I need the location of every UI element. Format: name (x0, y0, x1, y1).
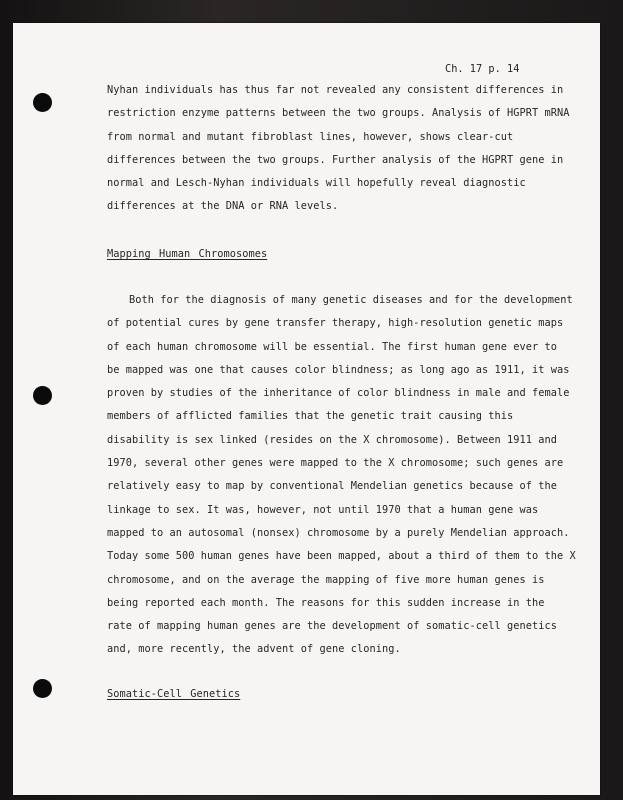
text-line: linkage to sex. It was, however, not until 1970 that a human gene was (107, 503, 539, 516)
text-line: of potential cures by gene transfer therapy, high-resolution genetic maps (107, 317, 564, 330)
text-line: be mapped was one that causes color blindness; as long ago as 1911, it was (107, 363, 570, 376)
page-reference: Ch. 17 p. 14 (445, 63, 520, 75)
text-line: and, more recently, the advent of gene cloning. (107, 643, 401, 656)
binder-hole-bottom (33, 679, 52, 698)
text-line: Both for the diagnosis of many genetic diseases and for the development (129, 294, 573, 306)
text-line: relatively easy to map by conventional Mendelian genetics because of the (107, 480, 557, 493)
text-line: mapped to an autosomal (nonsex) chromosome by a purely Mendelian approach. (107, 526, 570, 539)
text-line: normal and Lesch-Nyhan individuals will hopefully reveal diagnostic (107, 177, 526, 190)
binder-hole-middle (33, 386, 52, 405)
text-line: proven by studies of the inheritance of color blindness in male and female (107, 387, 570, 400)
text-line: Nyhan individuals has thus far not revealed any consistent differences in (107, 84, 564, 96)
document-page (13, 23, 600, 795)
section-heading-somatic: Somatic-Cell Genetics (107, 688, 241, 700)
text-line: disability is sex linked (resides on the X chromosome). Between 1911 and (107, 433, 557, 446)
text-line: members of afflicted families that the genetic trait causing this (107, 410, 514, 423)
binder-hole-top (33, 93, 52, 112)
text-line: chromosome, and on the average the mapping of five more human genes is (107, 573, 545, 586)
text-line: from normal and mutant fibroblast lines, however, shows clear-cut (107, 130, 514, 143)
text-line: Today some 500 human genes have been mapped, about a third of them to the X (107, 550, 576, 563)
text-line: 1970, several other genes were mapped to the X chromosome; such genes are (107, 457, 564, 470)
text-line: differences between the two groups. Further analysis of the HGPRT gene in (107, 153, 564, 166)
text-line: of each human chromosome will be essential. The first human gene ever to (107, 340, 557, 353)
section-heading-mapping: Mapping Human Chromosomes (107, 248, 268, 260)
text-line: differences at the DNA or RNA levels. (107, 200, 339, 213)
text-line: being reported each month. The reasons for this sudden increase in the (107, 596, 545, 609)
paragraph-continued (107, 79, 570, 219)
paragraph-mapping (107, 289, 576, 662)
text-line: restriction enzyme patterns between the two groups. Analysis of HGPRT mRNA (107, 107, 570, 120)
text-line: rate of mapping human genes are the development of somatic-cell genetics (107, 620, 557, 633)
